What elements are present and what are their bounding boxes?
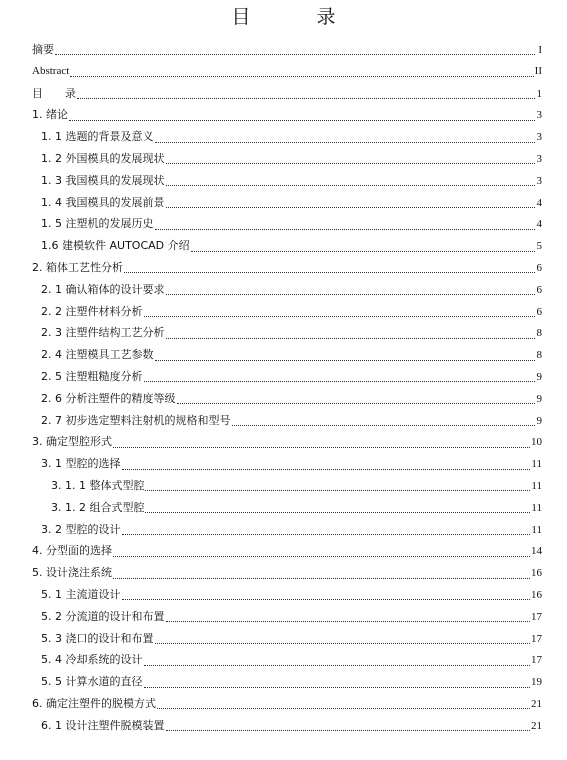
toc-entry-page-number: 3 <box>536 109 542 122</box>
toc-entry[interactable] <box>32 344 542 366</box>
toc-entry-page-number: 11 <box>531 523 542 536</box>
toc-entry-page-number: 6 <box>536 305 542 318</box>
dot-leader <box>77 98 535 99</box>
toc-entry-label: 5. 4 冷却系统的设计 <box>41 653 143 667</box>
toc-entry-page-number: 9 <box>536 392 542 405</box>
toc-entry[interactable] <box>32 104 542 126</box>
dot-leader <box>144 381 536 382</box>
toc-entry-page-number: 17 <box>531 632 542 645</box>
toc-entry-label: Abstract <box>32 64 70 77</box>
toc-entry-page-number: 8 <box>536 349 542 362</box>
toc-entry-page-number: 4 <box>536 196 542 209</box>
dot-leader <box>166 163 536 164</box>
toc-entry[interactable] <box>32 126 542 148</box>
toc-entry-page-number: 9 <box>536 370 542 383</box>
toc-entry-label: 2. 7 初步选定塑料注射机的规格和型号 <box>41 413 231 427</box>
toc-entry[interactable] <box>32 301 542 323</box>
toc-entry[interactable] <box>32 628 542 650</box>
toc-entry[interactable] <box>32 540 542 562</box>
toc-entry[interactable] <box>32 388 542 410</box>
toc-entry-page-number: 16 <box>531 567 542 580</box>
dot-leader <box>166 294 536 295</box>
toc-entry-label: 1. 4 我国模具的发展前景 <box>41 195 165 209</box>
dot-leader <box>55 54 535 55</box>
toc-entry[interactable] <box>32 453 542 475</box>
toc-entry-label: 1. 2 外国模具的发展现状 <box>41 151 165 165</box>
page-title: 目录 <box>231 6 402 28</box>
toc-entry-page-number: I <box>538 44 542 56</box>
toc-entry-label: 4. 分型面的选择 <box>32 544 112 558</box>
dot-leader <box>155 229 536 230</box>
toc-entry-label: 3. 1 型腔的选择 <box>41 457 121 471</box>
dot-leader <box>122 469 531 470</box>
toc-entry-page-number: 11 <box>531 501 542 514</box>
toc-entry-label: 2. 4 注塑模具工艺参数 <box>41 348 154 362</box>
toc-entry[interactable] <box>32 671 542 693</box>
toc-entry[interactable] <box>32 410 542 432</box>
toc-entry[interactable] <box>32 497 542 519</box>
dot-leader <box>145 490 530 491</box>
dot-leader <box>155 643 531 644</box>
dot-leader <box>122 534 531 535</box>
toc-entry-label: 6. 1 设计注塑件脱模装置 <box>41 718 165 732</box>
dot-leader <box>124 272 535 273</box>
toc-entry-page-number: 16 <box>531 588 542 601</box>
toc-entry-page-number: 3 <box>536 152 542 165</box>
dot-leader <box>157 708 530 709</box>
toc-entry-label: 1. 3 我国模具的发展现状 <box>41 173 165 187</box>
toc-entry-page-number: 14 <box>531 545 542 558</box>
toc-entry-label: 1. 绪论 <box>32 108 68 122</box>
toc-entry[interactable] <box>32 475 542 497</box>
toc-entry-page-number: 19 <box>531 676 542 689</box>
dot-leader <box>177 403 536 404</box>
toc-entry-label: 1.6 建模软件 AUTOCAD 介绍 <box>41 239 190 253</box>
toc-entry-page-number: 21 <box>531 697 542 710</box>
toc-entry[interactable] <box>32 170 542 192</box>
toc-entry-page-number: 6 <box>536 261 542 274</box>
toc-entry-label: 5. 设计浇注系统 <box>32 566 112 580</box>
table-of-contents <box>32 39 542 737</box>
toc-entry-label: 5. 3 浇口的设计和布置 <box>41 631 154 645</box>
dot-leader <box>144 665 531 666</box>
toc-entry-page-number: 21 <box>531 719 542 732</box>
toc-entry[interactable] <box>32 366 542 388</box>
dot-leader <box>144 687 531 688</box>
toc-entry[interactable] <box>32 562 542 584</box>
toc-entry-page-number: II <box>534 64 542 77</box>
toc-entry[interactable] <box>32 649 542 671</box>
toc-entry-page-number: 8 <box>536 327 542 340</box>
toc-entry-page-number: 11 <box>531 479 542 492</box>
toc-entry-label: 2. 2 注塑件材料分析 <box>41 304 143 318</box>
dot-leader <box>232 425 536 426</box>
dot-leader <box>144 316 536 317</box>
toc-entry[interactable] <box>32 693 542 715</box>
toc-entry-label: 3. 1. 1 整体式型腔 <box>51 478 145 492</box>
toc-entry-page-number: 11 <box>531 458 542 471</box>
toc-entry[interactable] <box>32 235 542 257</box>
toc-entry-label: 2. 1 确认箱体的设计要求 <box>41 282 165 296</box>
dot-leader <box>155 142 536 143</box>
toc-entry-page-number: 17 <box>531 610 542 623</box>
dot-leader <box>113 578 530 579</box>
toc-entry-label: 3. 1. 2 组合式型腔 <box>51 500 145 514</box>
toc-entry[interactable] <box>32 39 542 61</box>
dot-leader <box>122 599 531 600</box>
toc-entry-label: 3. 确定型腔形式 <box>32 435 112 449</box>
toc-entry[interactable] <box>32 257 542 279</box>
toc-entry[interactable] <box>32 83 542 105</box>
toc-entry[interactable] <box>32 322 542 344</box>
toc-entry-page-number: 3 <box>536 174 542 187</box>
toc-entry-label: 1. 5 注塑机的发展历史 <box>41 217 154 231</box>
toc-entry-label: 3. 2 型腔的设计 <box>41 522 121 536</box>
toc-entry-page-number: 6 <box>536 283 542 296</box>
toc-entry-page-number: 1 <box>536 87 542 100</box>
toc-entry-label: 摘要 <box>32 43 54 56</box>
toc-entry[interactable] <box>32 279 542 301</box>
toc-entry-page-number: 3 <box>536 131 542 144</box>
toc-entry-page-number: 17 <box>531 654 542 667</box>
toc-entry[interactable] <box>32 715 542 737</box>
dot-leader <box>166 185 536 186</box>
toc-entry-label: 2. 箱体工艺性分析 <box>32 260 123 274</box>
toc-entry-page-number: 4 <box>536 218 542 231</box>
toc-entry[interactable] <box>32 192 542 214</box>
dot-leader <box>166 621 531 622</box>
dot-leader <box>113 556 530 557</box>
toc-entry-label: 目 录 <box>32 86 76 100</box>
dot-leader <box>145 512 530 513</box>
dot-leader <box>113 447 530 448</box>
dot-leader <box>191 251 535 252</box>
toc-entry-label: 2. 6 分析注塑件的精度等级 <box>41 391 176 405</box>
toc-entry-label: 5. 5 计算水道的直径 <box>41 675 143 689</box>
toc-entry-label: 1. 1 选题的背景及意义 <box>41 130 154 144</box>
toc-entry[interactable] <box>32 431 542 453</box>
toc-entry-label: 6. 确定注塑件的脱模方式 <box>32 696 156 710</box>
toc-entry-page-number: 9 <box>536 414 542 427</box>
toc-entry[interactable] <box>32 606 542 628</box>
toc-entry[interactable] <box>32 148 542 170</box>
toc-entry-label: 5. 2 分流道的设计和布置 <box>41 609 165 623</box>
dot-leader <box>166 338 536 339</box>
toc-entry[interactable] <box>32 61 542 83</box>
toc-entry[interactable] <box>32 584 542 606</box>
dot-leader <box>155 360 536 361</box>
dot-leader <box>69 120 535 121</box>
toc-entry-page-number: 5 <box>536 240 542 253</box>
toc-entry-label: 2. 3 注塑件结构工艺分析 <box>41 326 165 340</box>
toc-entry-label: 5. 1 主流道设计 <box>41 587 121 601</box>
toc-entry[interactable] <box>32 213 542 235</box>
dot-leader <box>166 730 531 731</box>
dot-leader <box>166 207 536 208</box>
toc-entry-label: 2. 5 注塑粗糙度分析 <box>41 369 143 383</box>
toc-entry-page-number: 10 <box>531 436 542 449</box>
dot-leader <box>70 76 533 77</box>
toc-entry[interactable] <box>32 519 542 541</box>
